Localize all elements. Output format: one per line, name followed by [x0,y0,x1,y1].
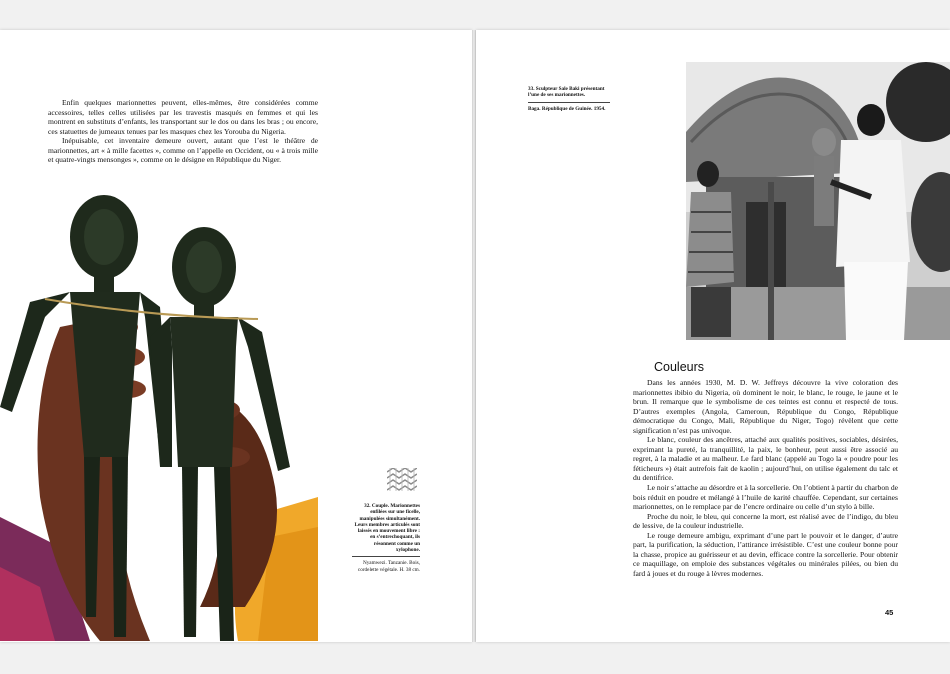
caption-title: 33. Sculpteur Sale Baki présentant l’une de ses marionnettes. [528,86,605,99]
paragraph: Le noir s’attache au désordre et à la sorcellerie. On l’obtient à partir du charbon de bois réduit en poudre et mélangé à l’huile de karité chauffée. Cependant, sur certaines marionnettes, on le remplace par de l’encre ordinaire ou celle d’un stylo à bille. [633,483,898,512]
sculptor-village-photo [686,62,950,340]
caption-32 [352,503,420,573]
page-number: 45 [885,608,894,617]
caption-title: 32. Couple. Marionnettes enfilées sur une ficelle, manipulées simultanément. Leurs membres articulés sont laissés en mouvement libre : en s’entrechoquant, ils résonnent comme un xylophone. [354,503,420,554]
left-body-text [48,98,318,165]
paragraph: Enfin quelques marionnettes peuvent, elles-mêmes, être considérées comme accessoires, telles celles utilisées par les travestis masqués en femmes et qui les montrent en substituts d’enfants, les transportant sur le dos ou dans les bras ; ou encore, ces statuettes de jumeaux tenues par les masques chez les Yorouba du Nigeria. [48,98,318,136]
caption-details: Nyamwezi. Tanzanie. Bois, cordelette végétale. H. 38 cm. [357,560,420,573]
woven-pattern-icon [387,468,417,491]
paragraph: Le blanc, couleur des ancêtres, attaché aux qualités positives, sociables, désirées, exprimant la pureté, la tranquillité, la paix, le bonheur, peut aussi être associé au regret, à la maladie et au malheur. Le fard blanc (appelé au Togo la « poudre pour les féticheurs ») était autrefois fait de kaolin ; aujourd’hui, on utilise également du talc et du dentifrice. [633,435,898,483]
puppet-couple-photo [0,167,318,641]
right-body-text [633,378,898,578]
paragraph: Proche du noir, le bleu, qui concerne la mort, est réalisé avec de l’indigo, du bleu de lessive, de la couleur industrielle. [633,511,898,531]
caption-rule [352,556,420,557]
paragraph: Dans les années 1930, M. D. W. Jeffreys découvre la vive coloration des marionnettes ibibio du Nigeria, où dominent le noir, le blanc, le rouge, le jaune et le brun. Il remarque que le symbolisme de ces teintes est connu et respecté de tous. D’autres exemples (Angola, Cameroun, République du Congo, République démocratique du Congo, Mali, République du Niger, Togo) révèlent que cette signification n’est pas univoque. [633,378,898,435]
left-page [0,30,472,642]
caption-33 [528,86,610,112]
section-heading: Couleurs [654,360,705,374]
caption-details: Baga. République de Guinée. 1954. [528,105,606,112]
paragraph: Inépuisable, cet inventaire demeure ouvert, autant que l’est le théâtre de marionnettes, art « à mille facettes », comme on l’appelle en Occident, ou « à trois mille et quatre-vingts mensonges », comme on le désigne en République du Niger. [48,136,318,165]
right-page [476,30,950,642]
paragraph: Le rouge demeure ambigu, exprimant d’une part le pouvoir et le danger, d’autre part, la purification, la séduction, l’attirance irrésistible. C’est une couleur bonne pour la chasse, propice au guérisseur et au devin, efficace contre la sorcellerie. Pour obtenir ce maquillage, on emploie des substances végétales ou minérales pilées, ou bien du fard à joues et du rouge à lèvres modernes. [633,530,898,578]
caption-rule [528,102,610,103]
